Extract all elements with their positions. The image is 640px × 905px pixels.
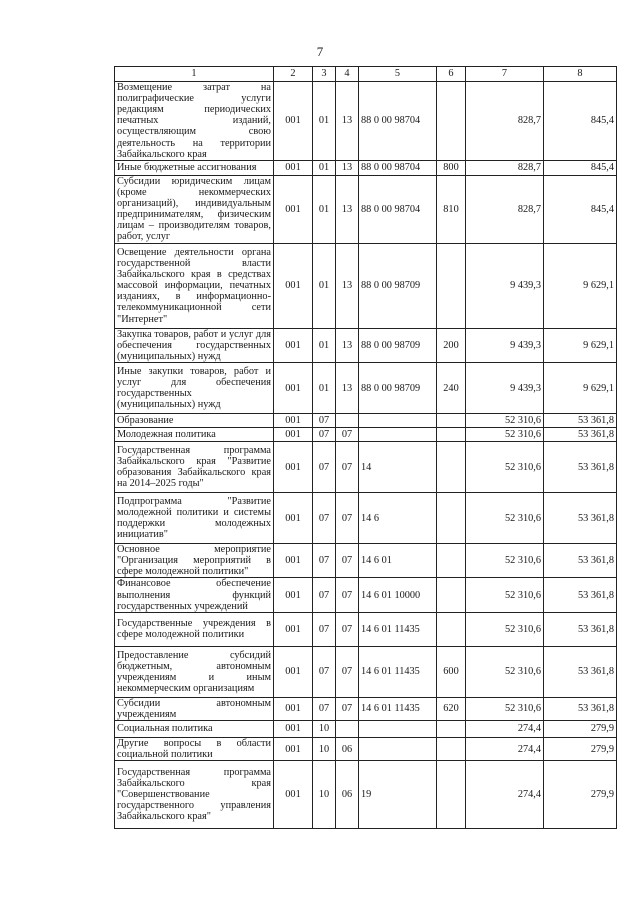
table-row	[115, 544, 617, 578]
table-row	[115, 160, 617, 175]
column-header: 3	[313, 67, 336, 82]
amount-year-2: 53 361,8	[544, 578, 617, 612]
row-name: Другие вопросы в области социальной политики	[115, 737, 274, 760]
section-code: 01	[313, 243, 336, 328]
amount-year-1: 52 310,6	[466, 414, 544, 428]
table-row	[115, 328, 617, 362]
row-name: Субсидии автономным учреждениям	[115, 697, 274, 720]
header-row	[115, 67, 617, 82]
table-row	[115, 428, 617, 442]
subsection-code	[336, 414, 359, 428]
admin-code: 001	[274, 737, 313, 760]
target-article: 14 6 01 11435	[359, 697, 437, 720]
admin-code: 001	[274, 493, 313, 544]
admin-code: 001	[274, 243, 313, 328]
subsection-code: 07	[336, 646, 359, 697]
subsection-code: 13	[336, 175, 359, 243]
section-code: 10	[313, 737, 336, 760]
section-code: 07	[313, 612, 336, 646]
column-header: 6	[437, 67, 466, 82]
target-article: 88 0 00 98709	[359, 243, 437, 328]
amount-year-1: 828,7	[466, 160, 544, 175]
subsection-code: 07	[336, 612, 359, 646]
section-code: 07	[313, 493, 336, 544]
target-article	[359, 414, 437, 428]
row-name: Субсидии юридическим лицам (кроме некоммерческих организаций), индивидуальным предпринимателям, физическим лицам – производителям товаров, работ, услуг	[115, 175, 274, 243]
expense-type	[437, 578, 466, 612]
target-article: 88 0 00 98709	[359, 328, 437, 362]
expense-type	[437, 720, 466, 737]
table-row	[115, 737, 617, 760]
subsection-code: 07	[336, 544, 359, 578]
amount-year-2: 279,9	[544, 761, 617, 829]
expense-type: 240	[437, 363, 466, 414]
row-name: Закупка товаров, работ и услуг для обеспечения государственных (муниципальных) нужд	[115, 328, 274, 362]
subsection-code: 13	[336, 160, 359, 175]
amount-year-1: 828,7	[466, 82, 544, 161]
admin-code: 001	[274, 720, 313, 737]
target-article: 14 6 01 10000	[359, 578, 437, 612]
expense-type: 200	[437, 328, 466, 362]
table-row	[115, 761, 617, 829]
amount-year-1: 274,4	[466, 720, 544, 737]
row-name: Основное мероприятие "Организация мероприятий в сфере молодежной политики"	[115, 544, 274, 578]
amount-year-1: 274,4	[466, 737, 544, 760]
page-number: 7	[316, 44, 324, 59]
target-article: 88 0 00 98704	[359, 160, 437, 175]
column-header: 7	[466, 67, 544, 82]
subsection-code	[336, 720, 359, 737]
admin-code: 001	[274, 578, 313, 612]
amount-year-1: 52 310,6	[466, 646, 544, 697]
section-code: 01	[313, 363, 336, 414]
subsection-code: 06	[336, 761, 359, 829]
section-code: 07	[313, 428, 336, 442]
expense-type	[437, 737, 466, 760]
target-article: 14 6 01 11435	[359, 612, 437, 646]
table-row	[115, 493, 617, 544]
amount-year-2: 9 629,1	[544, 363, 617, 414]
subsection-code: 07	[336, 442, 359, 493]
admin-code: 001	[274, 612, 313, 646]
section-code: 10	[313, 761, 336, 829]
amount-year-1: 52 310,6	[466, 544, 544, 578]
table-row	[115, 697, 617, 720]
table-row	[115, 578, 617, 612]
admin-code: 001	[274, 363, 313, 414]
table-row	[115, 363, 617, 414]
amount-year-1: 52 310,6	[466, 493, 544, 544]
amount-year-2: 53 361,8	[544, 414, 617, 428]
amount-year-2: 53 361,8	[544, 493, 617, 544]
target-article: 19	[359, 761, 437, 829]
section-code: 01	[313, 82, 336, 161]
expense-type	[437, 544, 466, 578]
target-article: 88 0 00 98704	[359, 175, 437, 243]
section-code: 01	[313, 160, 336, 175]
amount-year-1: 274,4	[466, 761, 544, 829]
admin-code: 001	[274, 697, 313, 720]
amount-year-2: 53 361,8	[544, 612, 617, 646]
subsection-code: 13	[336, 328, 359, 362]
expense-type	[437, 414, 466, 428]
table-row	[115, 612, 617, 646]
amount-year-1: 52 310,6	[466, 578, 544, 612]
target-article	[359, 720, 437, 737]
expense-type	[437, 82, 466, 161]
subsection-code: 13	[336, 243, 359, 328]
admin-code: 001	[274, 442, 313, 493]
row-name: Молодежная политика	[115, 428, 274, 442]
row-name: Освещение деятельности органа государственной власти Забайкальского края в средствах массовой информации, печатных изданиях, в информационно-телекоммуникационной сети "Интернет"	[115, 243, 274, 328]
subsection-code: 07	[336, 578, 359, 612]
row-name: Иные бюджетные ассигнования	[115, 160, 274, 175]
subsection-code: 07	[336, 697, 359, 720]
subsection-code: 07	[336, 428, 359, 442]
admin-code: 001	[274, 82, 313, 161]
table-body	[115, 82, 617, 829]
section-code: 01	[313, 175, 336, 243]
section-code: 10	[313, 720, 336, 737]
amount-year-1: 52 310,6	[466, 612, 544, 646]
amount-year-1: 9 439,3	[466, 363, 544, 414]
section-code: 07	[313, 414, 336, 428]
row-name: Государственная программа Забайкальского края "Совершенствование государственного управления Забайкальского края"	[115, 761, 274, 829]
table-row	[115, 414, 617, 428]
target-article: 14 6 01	[359, 544, 437, 578]
amount-year-1: 828,7	[466, 175, 544, 243]
column-header: 1	[115, 67, 274, 82]
column-header: 8	[544, 67, 617, 82]
target-article: 14 6 01 11435	[359, 646, 437, 697]
amount-year-2: 9 629,1	[544, 328, 617, 362]
section-code: 07	[313, 578, 336, 612]
table-row	[115, 243, 617, 328]
column-header: 5	[359, 67, 437, 82]
target-article	[359, 737, 437, 760]
admin-code: 001	[274, 328, 313, 362]
amount-year-2: 845,4	[544, 175, 617, 243]
amount-year-2: 53 361,8	[544, 428, 617, 442]
row-name: Образование	[115, 414, 274, 428]
table-row	[115, 82, 617, 161]
expense-type: 620	[437, 697, 466, 720]
expense-type	[437, 612, 466, 646]
expense-type	[437, 493, 466, 544]
admin-code: 001	[274, 175, 313, 243]
expense-type: 810	[437, 175, 466, 243]
amount-year-2: 53 361,8	[544, 646, 617, 697]
subsection-code: 13	[336, 363, 359, 414]
target-article	[359, 428, 437, 442]
section-code: 07	[313, 646, 336, 697]
subsection-code: 07	[336, 493, 359, 544]
expense-type: 600	[437, 646, 466, 697]
amount-year-1: 52 310,6	[466, 428, 544, 442]
expense-type	[437, 428, 466, 442]
row-name: Подпрограмма "Развитие молодежной политики и системы поддержки молодежных инициатив"	[115, 493, 274, 544]
amount-year-1: 52 310,6	[466, 697, 544, 720]
table-row	[115, 646, 617, 697]
row-name: Предоставление субсидий бюджетным, автономным учреждениям и иным некоммерческим организациям	[115, 646, 274, 697]
admin-code: 001	[274, 761, 313, 829]
row-name: Государственная программа Забайкальского края "Развитие образования Забайкальского края на 2014–2025 годы"	[115, 442, 274, 493]
admin-code: 001	[274, 544, 313, 578]
row-name: Государственные учреждения в сфере молодежной политики	[115, 612, 274, 646]
target-article: 14	[359, 442, 437, 493]
table-row	[115, 720, 617, 737]
expense-type	[437, 243, 466, 328]
section-code: 01	[313, 328, 336, 362]
admin-code: 001	[274, 160, 313, 175]
amount-year-2: 53 361,8	[544, 544, 617, 578]
amount-year-2: 279,9	[544, 737, 617, 760]
table-row	[115, 175, 617, 243]
column-header: 4	[336, 67, 359, 82]
admin-code: 001	[274, 428, 313, 442]
target-article: 88 0 00 98709	[359, 363, 437, 414]
section-code: 07	[313, 697, 336, 720]
amount-year-1: 9 439,3	[466, 243, 544, 328]
section-code: 07	[313, 544, 336, 578]
amount-year-2: 845,4	[544, 160, 617, 175]
subsection-code: 06	[336, 737, 359, 760]
row-name: Социальная политика	[115, 720, 274, 737]
expense-type	[437, 761, 466, 829]
admin-code: 001	[274, 414, 313, 428]
section-code: 07	[313, 442, 336, 493]
target-article: 88 0 00 98704	[359, 82, 437, 161]
target-article: 14 6	[359, 493, 437, 544]
amount-year-1: 52 310,6	[466, 442, 544, 493]
expense-type: 800	[437, 160, 466, 175]
admin-code: 001	[274, 646, 313, 697]
amount-year-2: 845,4	[544, 82, 617, 161]
column-header: 2	[274, 67, 313, 82]
amount-year-2: 279,9	[544, 720, 617, 737]
row-name: Возмещение затрат на полиграфические услуги редакциям периодических печатных изданий, осуществляющим свою деятельность на территории Забайкальского края	[115, 82, 274, 161]
amount-year-1: 9 439,3	[466, 328, 544, 362]
expense-type	[437, 442, 466, 493]
row-name: Иные закупки товаров, работ и услуг для обеспечения государственных (муниципальных) нужд	[115, 363, 274, 414]
budget-table	[114, 66, 617, 829]
subsection-code: 13	[336, 82, 359, 161]
amount-year-2: 9 629,1	[544, 243, 617, 328]
amount-year-2: 53 361,8	[544, 442, 617, 493]
table-row	[115, 442, 617, 493]
row-name: Финансовое обеспечение выполнения функций государственных учреждений	[115, 578, 274, 612]
amount-year-2: 53 361,8	[544, 697, 617, 720]
